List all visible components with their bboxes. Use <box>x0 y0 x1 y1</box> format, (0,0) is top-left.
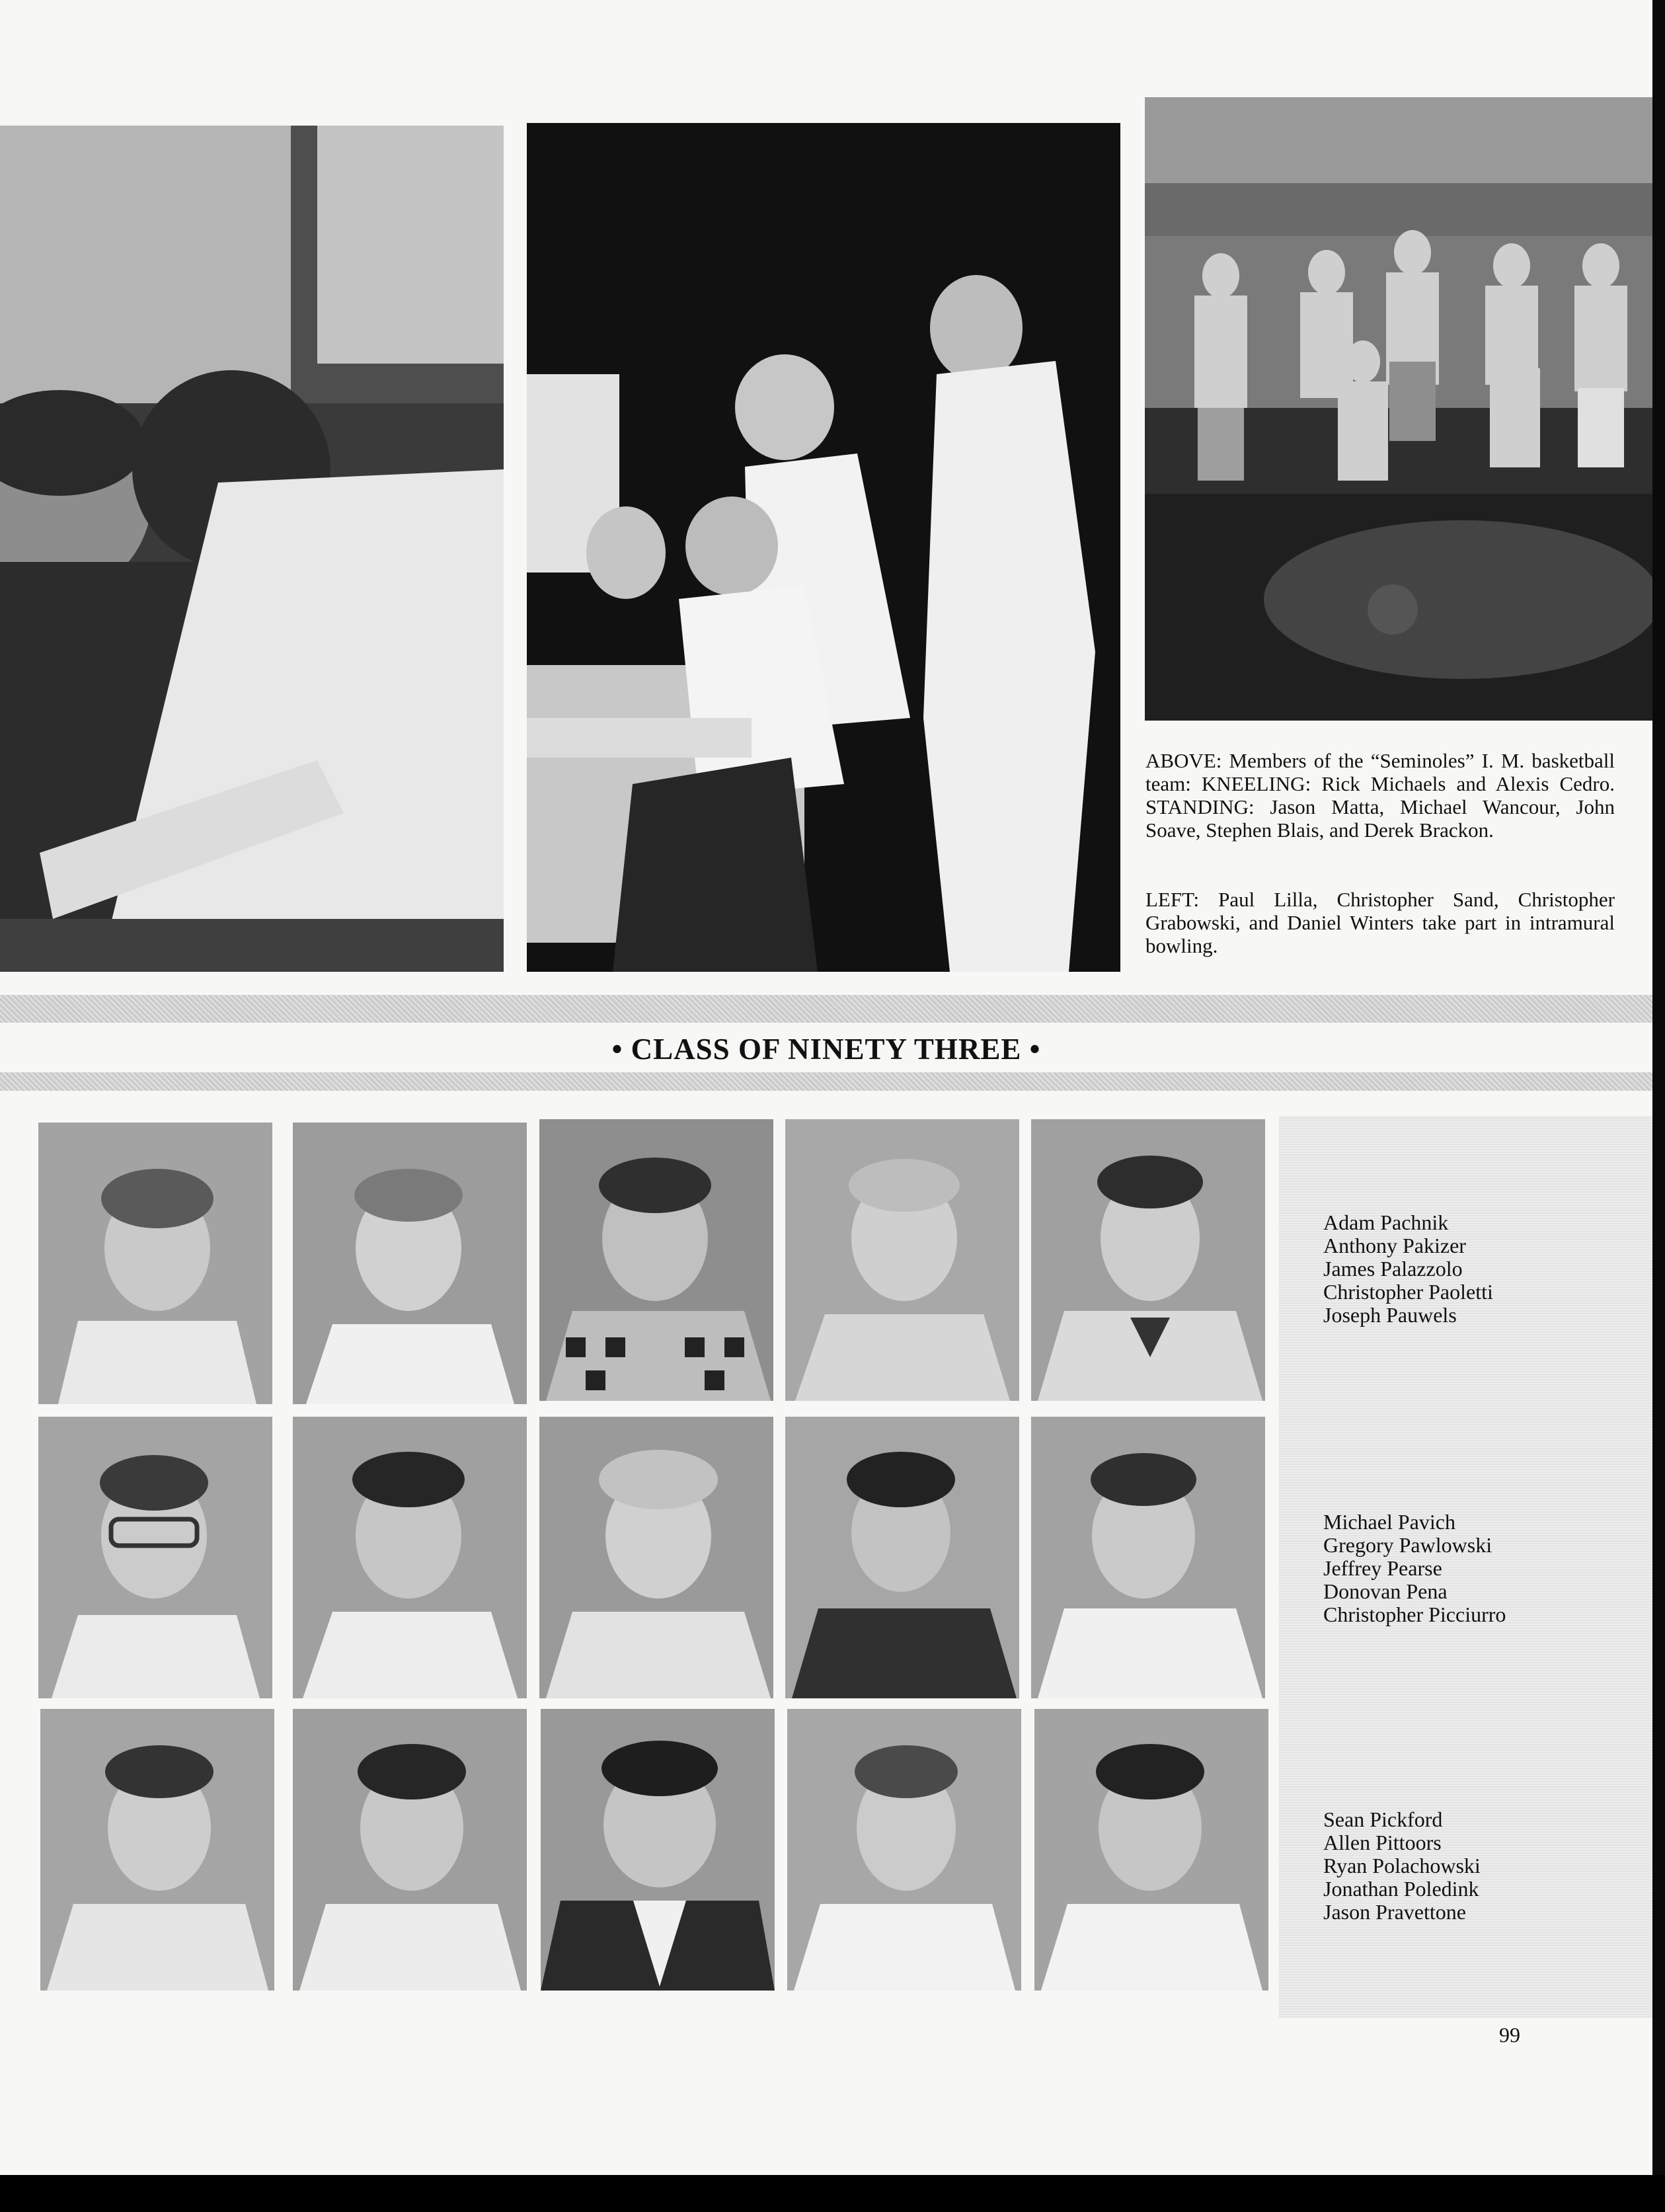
portrait-gregory-pawlowski <box>293 1417 527 1698</box>
portrait-jeffrey-pearse <box>539 1417 773 1698</box>
portrait-christopher-picciurro <box>1031 1417 1265 1698</box>
name-list-row-3 <box>1323 1808 1481 1924</box>
portrait-jonathan-poledink <box>787 1709 1021 1991</box>
student-name: James Palazzolo <box>1323 1257 1463 1281</box>
portrait-sean-pickford <box>40 1709 274 1991</box>
name-list-row-2 <box>1323 1511 1506 1626</box>
student-name: Jeffrey Pearse <box>1323 1556 1442 1580</box>
student-name: Gregory Pawlowski <box>1323 1533 1492 1557</box>
student-name: Allen Pittoors <box>1323 1831 1442 1854</box>
bowling-photo <box>527 123 1120 972</box>
bottom-decorative-band <box>0 1072 1652 1091</box>
student-name: Ryan Polachowski <box>1323 1854 1481 1877</box>
student-name: Jonathan Poledink <box>1323 1877 1479 1901</box>
student-name: Michael Pavich <box>1323 1510 1455 1534</box>
scan-bottom-edge <box>0 2175 1665 2212</box>
student-name: Donovan Pena <box>1323 1579 1448 1603</box>
portrait-ryan-polachowski <box>541 1709 775 1991</box>
student-name: Christopher Picciurro <box>1323 1602 1506 1626</box>
portrait-joseph-pauwels <box>1031 1119 1265 1401</box>
portrait-anthony-pakizer <box>293 1123 527 1404</box>
portrait-james-palazzolo <box>539 1119 773 1401</box>
portrait-adam-pachnik <box>38 1123 272 1404</box>
student-name: Christopher Paoletti <box>1323 1280 1493 1304</box>
top-decorative-band <box>0 995 1652 1023</box>
classroom-photo <box>0 126 504 972</box>
page-number: 99 <box>1499 2023 1520 2047</box>
scan-right-edge <box>1652 0 1665 2212</box>
student-name: Joseph Pauwels <box>1323 1303 1457 1327</box>
student-name: Adam Pachnik <box>1323 1210 1449 1234</box>
student-name: Anthony Pakizer <box>1323 1234 1466 1257</box>
student-name: Jason Pravettone <box>1323 1900 1466 1924</box>
portrait-allen-pittoors <box>293 1709 527 1991</box>
student-name: Sean Pickford <box>1323 1807 1443 1831</box>
basketball-team-photo <box>1145 97 1652 721</box>
above-caption: ABOVE: Members of the “Seminoles” I. M. basketball team: KNEELING: Rick Michaels and Alexis Cedro. STANDING: Jason Matta, Michael Wancour, John Soave, Stephen Blais, and Derek Brackon. <box>1145 749 1615 842</box>
portrait-grid <box>38 1116 1274 2018</box>
portrait-christopher-paoletti <box>785 1119 1019 1401</box>
portrait-donovan-pena <box>785 1417 1019 1698</box>
portrait-jason-pravettone <box>1034 1709 1268 1991</box>
portrait-michael-pavich <box>38 1417 272 1698</box>
name-list-row-1 <box>1323 1211 1493 1327</box>
section-heading: • CLASS OF NINETY THREE • <box>611 1033 1041 1066</box>
left-caption: LEFT: Paul Lilla, Christopher Sand, Christopher Grabowski, and Daniel Winters take part in intramural bowling. <box>1145 888 1615 957</box>
